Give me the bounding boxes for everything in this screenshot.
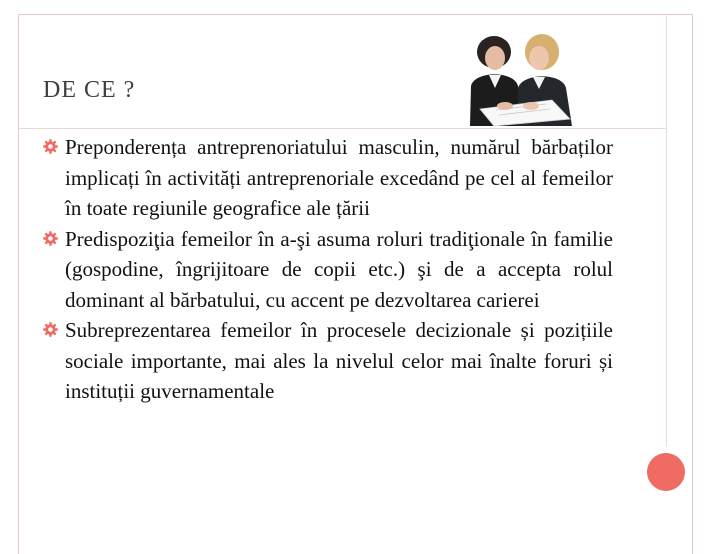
business-women-photo xyxy=(438,30,606,126)
bullet-text: Predispoziţia femeilor în a-şi asuma roluri tradiţionale în familie (gospodine, îngrijitoare de copii etc.) şi de a accepta rolul dominant al bărbatului, cu accent pe dezvoltarea carierei xyxy=(65,226,613,312)
bullet-text: Subreprezentarea femeilor în procesele decizionale și pozițiile sociale importante, mai ales la nivelul celor mai înalte foruri și instituții guvernamentale xyxy=(65,318,613,403)
bullet-item xyxy=(42,315,613,407)
bullet-item xyxy=(42,224,613,316)
bullet-item xyxy=(42,132,613,224)
settings-gear-icon xyxy=(42,230,59,247)
settings-gear-icon xyxy=(42,321,59,338)
settings-gear-icon xyxy=(42,138,59,155)
slide-title: DE CE ? xyxy=(43,77,136,103)
bullet-text: Preponderența antreprenoriatului masculin, numărul bărbaților implicați în activități antreprenoriale excedând pe cel al femeilor în toate regiunile geografice ale țării xyxy=(65,135,613,220)
bullet-list xyxy=(42,132,613,407)
red-circle-decoration xyxy=(647,453,685,491)
right-rail xyxy=(666,14,694,447)
title-divider xyxy=(18,128,666,129)
